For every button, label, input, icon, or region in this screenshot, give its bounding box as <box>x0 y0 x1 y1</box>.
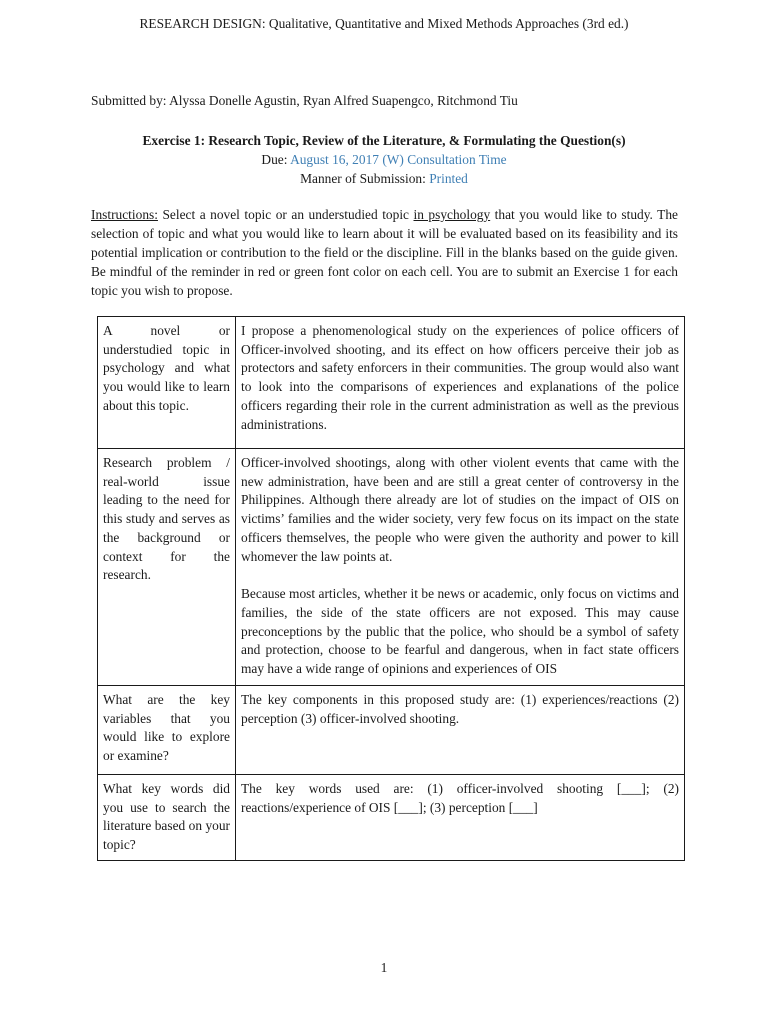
answer-cell <box>236 449 685 686</box>
instructions-text-1: Select a novel topic or an understudied topic <box>157 207 414 222</box>
due-value: August 16, 2017 (W) Consultation Time <box>290 152 507 167</box>
instructions-text-2: that you would like to study. The selection of topic and what you would like to learn about it will be evaluated based on its feasibility and its potential implication or contribution to the field or the discipline. Fill in the blanks based on the guide given. Be mindful of the reminder in red or green font color on each cell. You are to submit an Exercise 1 for each topic you wish to propose. <box>91 207 678 298</box>
question-cell: A novel or understudied topic in psychology and what you would like to learn about this topic. <box>98 317 236 449</box>
answer-paragraph: Because most articles, whether it be news or academic, only focus on victims and families, the side of the state officers are not exposed. This may cause preconceptions by the public that the police, who should be a symbol of safety and protection, choose to be fearful and dangerous, when in fact state officers may have a wide range of opinions and experiences of OIS <box>241 586 679 677</box>
answer-cell: The key components in this proposed study are: (1) experiences/reactions (2) perception (3) officer-involved shooting. <box>236 686 685 775</box>
question-cell: What key words did you use to search the literature based on your topic? <box>98 775 236 861</box>
table-row <box>98 775 685 861</box>
page-number: 1 <box>380 960 388 975</box>
question-cell: What are the key variables that you would like to explore or examine? <box>98 686 236 775</box>
table-row <box>98 686 685 775</box>
answer-paragraph: Officer-involved shootings, along with other violent events that came with the new administration, have been and are still a great center of controversy in the Philippines. Although there already are lot of studies on the impact of OIS on victims’ families and the wider society, very few focus on its impact on the state officers themselves, the people who were given the authority and power to kill whomever the law points at. <box>241 455 679 564</box>
table-row <box>98 449 685 686</box>
manner-label: Manner of Submission: <box>300 171 430 186</box>
due-line <box>0 150 768 169</box>
exercise-title: Exercise 1: Research Topic, Review of the Literature, & Formulating the Question(s) <box>142 133 626 148</box>
submitted-by: Submitted by: Alyssa Donelle Agustin, Ryan Alfred Suapengco, Ritchmond Tiu <box>91 93 518 108</box>
exercise-table <box>97 316 685 861</box>
manner-value: Printed <box>429 171 468 186</box>
instructions-underlined: in psychology <box>413 207 491 222</box>
answer-cell: I propose a phenomenological study on the experiences of police officers of Officer-involved shooting, and its effect on how officers perceive their job as protectors and safety enforcers in their communities. The group would also want to look into the comparisons of experiences and explanations of the police officers regarding their role in the current administration as well as the previous administrations. <box>236 317 685 449</box>
answer-cell: The key words used are: (1) officer-involved shooting [___]; (2) reactions/experience of OIS [___]; (3) perception [___] <box>236 775 685 861</box>
instructions-label: Instructions: <box>91 207 158 222</box>
table-row <box>98 317 685 449</box>
instructions-paragraph <box>91 205 678 300</box>
exercise-block <box>0 131 768 188</box>
question-cell: Research problem / real-world issue leading to the need for this study and serves as the background or context for the research. <box>98 449 236 686</box>
document-header: RESEARCH DESIGN: Qualitative, Quantitative and Mixed Methods Approaches (3rd ed.) <box>139 16 629 31</box>
due-label: Due: <box>261 152 291 167</box>
manner-line <box>0 169 768 188</box>
